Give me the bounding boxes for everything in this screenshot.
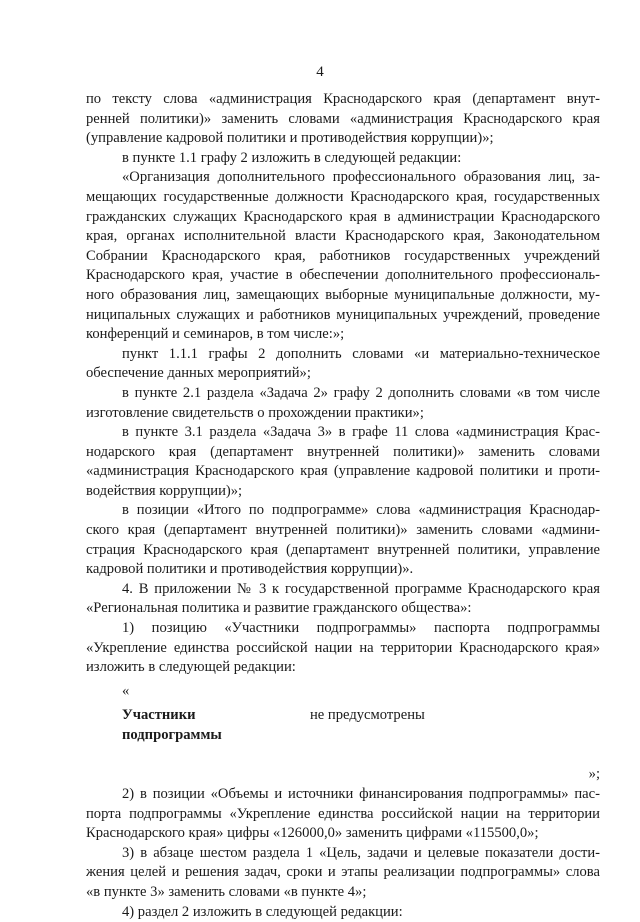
text-line: Краснодарского края» цифры «126000,0» заменить цифрами «115500,0»; (86, 825, 539, 842)
paragraph-6 (86, 423, 600, 501)
text-line: в пункте 2.1 раздела «Задача 2» графу 2 дополнить словами «в том числе (122, 384, 600, 401)
text-line: в пункте 1.1 графу 2 изложить в следующей редакции: (122, 149, 462, 166)
text-line: ного образования лиц, замещающих выборные муниципальные должности, му- (86, 286, 600, 303)
text-line: кадровой политики и противодействия коррупции)». (86, 561, 414, 578)
text-line: (управление кадровой политики и противодействия коррупции)»; (86, 130, 494, 147)
paragraph-10 (86, 785, 600, 844)
text-line: пункт 1.1.1 графы 2 дополнить словами «и материально-техническое (122, 345, 600, 362)
text-line: по тексту слова «администрация Краснодарского края (департамент внут- (86, 91, 600, 107)
text-line: Собрании Краснодарского края, работников государственных учреждений (86, 247, 600, 264)
text-line: в позиции «Итого по подпрограмме» слова «администрация Краснодар- (122, 502, 600, 519)
text-line: края, органах исполнительной власти Краснодарского края, Законодательном (86, 228, 600, 245)
text-line: мещающих государственные должности Краснодарского края, государственных (86, 188, 600, 205)
text-line: изложить в следующей редакции: (86, 659, 296, 676)
text-line: ренней политики)» заменить словами «администрация Краснодарского края (86, 110, 600, 127)
text-line: гражданских служащих Краснодарского края в администрации Краснодарского (86, 208, 600, 225)
text-line: ниципальных служащих и работников муниципальных учреждений, проведение (86, 306, 600, 323)
text-line: «Укрепление единства российской нации на территории Краснодарского края» (86, 639, 600, 656)
paragraph-12 (86, 903, 600, 922)
paragraph-7 (86, 501, 600, 579)
text-line: нодарского края (департамент внутренней политики)» заменить словами (86, 443, 600, 460)
text-line: конференций и семинаров, в том числе:»; (86, 326, 345, 343)
text-line: водействия коррупции)»; (86, 482, 243, 499)
paragraph-3 (86, 168, 600, 344)
text-line: 1) позицию «Участники подпрограммы» паспорта подпрограммы (122, 620, 600, 637)
text-line: ского края (департамент внутренней политики)» заменить словами «админи- (86, 522, 600, 539)
page-number: 4 (316, 64, 324, 80)
paragraph-4 (86, 345, 600, 384)
text-line: «администрация Краснодарского края (управление кадровой политики и проти- (86, 463, 600, 480)
paragraph-5 (86, 384, 600, 423)
text-line: в пункте 3.1 раздела «Задача 3» в графе 11 слова «администрация Крас- (122, 424, 600, 441)
text-line: порта подпрограммы «Укрепление единства российской нации на территории (86, 805, 600, 822)
quote-close-mark: »; (588, 766, 600, 783)
text-line: обеспечение данных мероприятий»; (86, 365, 311, 382)
text-line: Краснодарского края, участие в обеспечении дополнительного профессиональ- (86, 267, 600, 284)
paragraph-2 (86, 149, 600, 169)
participants-row (86, 705, 600, 749)
paragraph-11 (86, 844, 600, 903)
text-line: 4. В приложении № 3 к государственной программе Краснодарского края (122, 580, 600, 597)
text-line: «Организация дополнительного профессионального образования лиц, за- (122, 169, 600, 186)
text-line: 3) в абзаце шестом раздела 1 «Цель, задачи и целевые показатели дости- (122, 844, 600, 861)
text-line: изготовление свидетельств о прохождении практики»; (86, 404, 424, 421)
text-line: страция Краснодарского края (департамент внутренней политики, управление (86, 541, 600, 558)
text-line: 2) в позиции «Объемы и источники финансирования подпрограммы» пас- (122, 786, 600, 802)
participants-label: Участники подпрограммы (122, 707, 222, 744)
text-line: «Региональная политика и развитие гражданского общества»: (86, 600, 472, 617)
text-line: «в пункте 3» заменить словами «в пункте 4»; (86, 883, 367, 900)
paragraph-1 (86, 90, 600, 149)
participants-value: не предусмотрены (310, 707, 425, 724)
quote-open-mark: « (122, 682, 130, 699)
paragraph-8 (86, 580, 600, 619)
document-body (86, 90, 600, 922)
text-line: жения целей и решения задач, сроки и этапы реализации подпрограммы» слова (86, 864, 600, 881)
text-line: 4) раздел 2 изложить в следующей редакции: (122, 903, 403, 920)
paragraph-9 (86, 619, 600, 678)
